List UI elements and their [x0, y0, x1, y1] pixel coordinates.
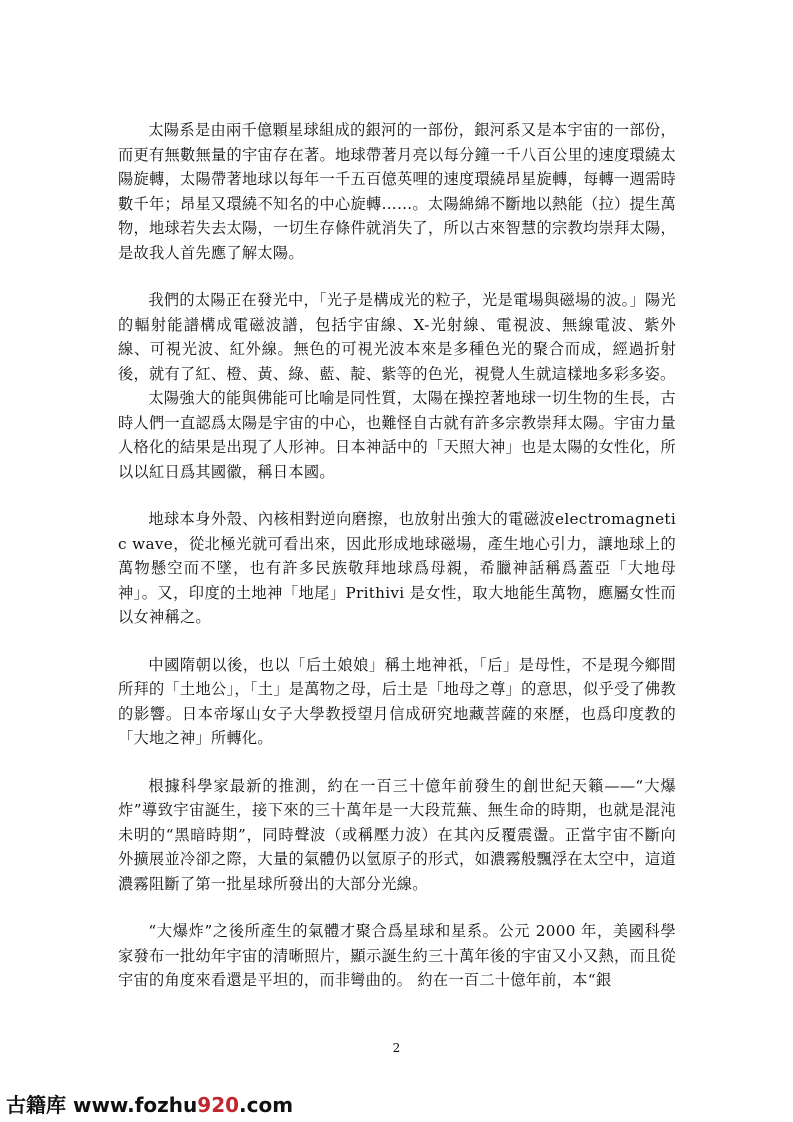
paragraph-4: 地球本身外殼、內核相對逆向磨擦，也放射出強大的電磁波electromagnetic wave，從北極光就可看出來，因此形成地球磁場，產生地心引力，讓地球上的萬物懸空而不墜，也有許多民族敬拜地球爲母親，希臘神話稱爲蓋亞「大地母神」。又，印度的土地神「地尾」Prithivi 是女性，取大地能生萬物，應屬女性而以女神稱之。	[118, 510, 676, 626]
paragraph-5: 中國隋朝以後，也以「后土娘娘」稱土地神祇，「后」是母性，不是現今鄉間所拜的「土地公」，「土」是萬物之母，后土是「地母之尊」的意思，似乎受了佛教的影響。日本帝塚山女子大學教授望月信成研究地藏菩薩的來歷，也爲印度教的「大地之神」所轉化。	[118, 655, 676, 747]
watermark-number: 920	[197, 1093, 240, 1117]
document-body	[118, 118, 676, 993]
paragraph-3: 太陽強大的能與佛能可比喻是同性質，太陽在操控著地球一切生物的生長，古時人們一直認爲太陽是宇宙的中心，也難怪自古就有許多宗教崇拜太陽。宇宙力量人格化的結果是出現了人形神。日本神話中的「天照大神」也是太陽的女性化，所以以紅日爲其國徽，稱日本國。	[118, 389, 676, 481]
watermark-suffix: .com	[239, 1093, 294, 1117]
paragraph-7: “大爆炸”之後所產生的氣體才聚合爲星球和星系。公元 2000 年，美國科學家發布一批幼年宇宙的清晰照片，顯示誕生約三十萬年後的宇宙又小又熱，而且從宇宙的角度來看還是平坦的，而非彎曲的。 約在一百二十億年前，本“銀	[118, 922, 676, 989]
paragraph-2: 我們的太陽正在發光中，「光子是構成光的粒子，光是電場與磁場的波。」陽光的輻射能譜構成電磁波譜，包括宇宙線、X-光射線、電視波、無線電波、紫外線、可視光波、紅外線。無色的可視光波本來是多種色光的聚合而成，經過折射後，就有了紅、橙、黃、綠、藍、靛、紫等的色光，視覺人生就這樣地多彩多姿。	[118, 291, 676, 383]
page-number: 2	[392, 1041, 401, 1055]
paragraph-6: 根據科學家最新的推測，約在一百三十億年前發生的創世紀天籟——“大爆炸”導致宇宙誕生，接下來的三十萬年是一大段荒蕪、無生命的時期，也就是混沌未明的“黑暗時期”，同時聲波（或稱壓力波）在其內反覆震盪。正當宇宙不斷向外擴展並冷卻之際，大量的氣體仍以氫原子的形式，如濃霧般飄浮在太空中，這道濃霧阻斷了第一批星球所發出的大部分光線。	[118, 776, 676, 893]
watermark-prefix: 古籍库 www.fozhu	[6, 1093, 198, 1117]
site-watermark	[6, 1089, 293, 1118]
paragraph-1: 太陽系是由兩千億顆星球組成的銀河的一部份，銀河系又是本宇宙的一部份，而更有無數無量的宇宙存在著。地球帶著月亮以每分鐘一千八百公里的速度環繞太陽旋轉，太陽帶著地球以每年一千五百億英哩的速度環繞昂星旋轉，每轉一週需時數千年；昂星又環繞不知名的中心旋轉……。太陽綿綿不斷地以熱能（拉）提生萬物，地球若失去太陽，一切生存條件就消失了，所以古來智慧的宗教均崇拜太陽，是故我人首先應了解太陽。	[118, 121, 676, 262]
